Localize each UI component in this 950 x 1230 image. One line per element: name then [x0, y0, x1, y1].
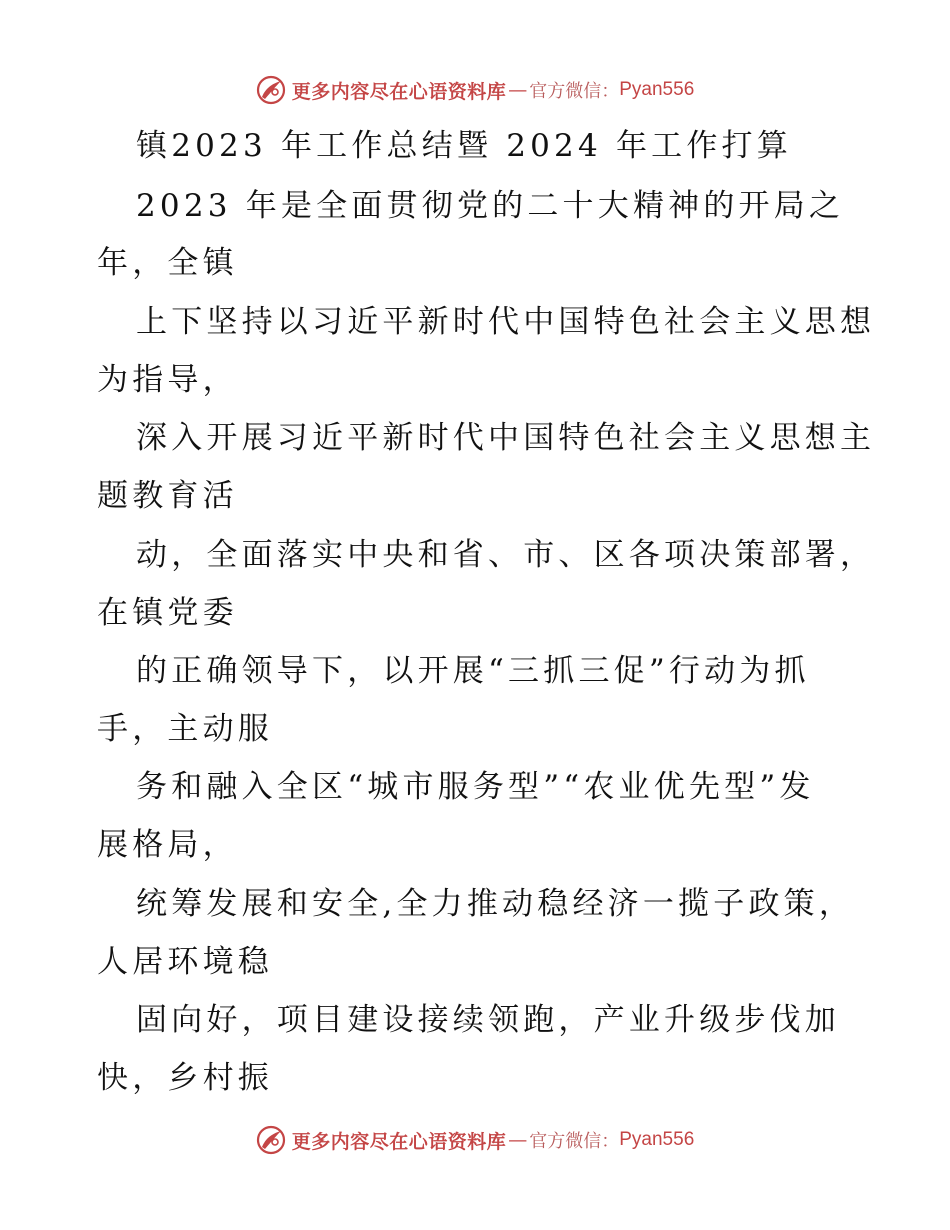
watermark-text: 更多内容尽在心语资料库 [291, 1130, 507, 1153]
watermark-banner-top [0, 70, 950, 110]
document-title: 镇2023 年工作总结暨 2024 年工作打算 [136, 128, 792, 164]
paragraph-line: 为指导， [97, 362, 238, 398]
paragraph-line: 务和融入全区“城市服务型”“农业优先型”发 [136, 769, 815, 805]
logo-icon [256, 75, 286, 105]
paragraph-line: 题教育活 [97, 478, 238, 514]
watermark-text: 更多内容尽在心语资料库 [291, 80, 507, 103]
paragraph-line: 统筹发展和安全,全力推动稳经济一揽子政策， [136, 886, 855, 922]
paragraph-line: 快，乡村振 [97, 1060, 273, 1096]
paragraph-line: 固向好，项目建设接续领跑，产业升级步伐加 [136, 1002, 840, 1038]
paragraph-line: 上下坚持以习近平新时代中国特色社会主义思想 [136, 304, 876, 340]
paragraph-line: 深入开展习近平新时代中国特色社会主义思想主 [136, 420, 876, 456]
paragraph-line: 展格局， [97, 827, 238, 863]
paragraph-line: 手，主动服 [97, 711, 273, 747]
watermark-wechat-id: Pyan556 [619, 1129, 695, 1150]
watermark-dash: — [508, 79, 528, 101]
logo-icon [256, 1125, 286, 1155]
watermark-wechat-label: 官方微信： [529, 81, 620, 102]
watermark-wechat-id: Pyan556 [619, 79, 695, 100]
paragraph-line: 2023 年是全面贯彻党的二十大精神的开局之 [136, 188, 845, 224]
watermark-wechat-label: 官方微信： [529, 1131, 620, 1152]
watermark-banner-bottom [0, 1120, 950, 1160]
paragraph-line: 动，全面落实中央和省、市、区各项决策部署， [136, 537, 876, 573]
paragraph-line: 在镇党委 [97, 595, 238, 631]
paragraph-line: 的正确领导下，以开展“三抓三促”行动为抓 [136, 653, 810, 689]
paragraph-line: 年，全镇 [97, 245, 238, 281]
watermark-dash: — [508, 1129, 528, 1151]
paragraph-line: 人居环境稳 [97, 944, 273, 980]
